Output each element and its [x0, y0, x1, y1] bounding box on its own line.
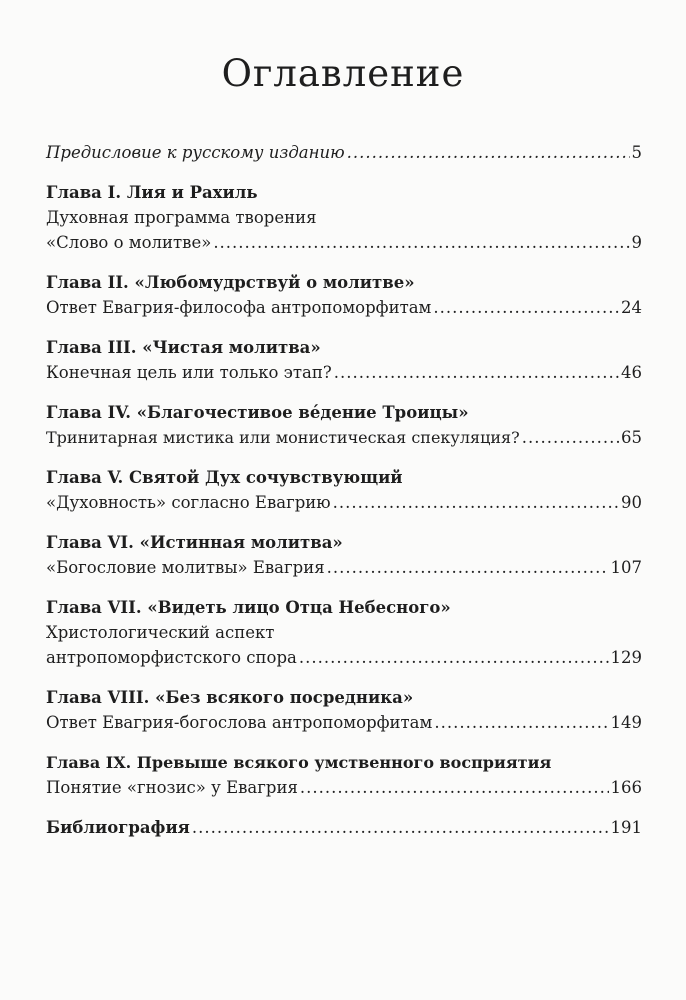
- toc-page-number: 5: [631, 143, 642, 162]
- toc-line-text: «Духовность» согласно Евагрию: [46, 493, 331, 512]
- dot-leader: [433, 295, 619, 320]
- dot-leader: [192, 815, 609, 840]
- toc-entry-chapter-1: [46, 180, 642, 255]
- dot-leader: [327, 555, 609, 580]
- dot-leader: [300, 775, 609, 800]
- toc-line[interactable]: [46, 230, 642, 255]
- chapter-heading[interactable]: Глава VIII. «Без всякого посредника»: [46, 688, 414, 707]
- toc-line-text: Ответ Евагрия-богослова антропоморфитам: [46, 713, 433, 732]
- toc-line-text: Конечная цель или только этап?: [46, 363, 332, 382]
- chapter-heading[interactable]: Глава IX. Превыше всякого умственного восприятия: [46, 753, 552, 772]
- dot-leader: [347, 140, 630, 165]
- dot-leader: [334, 360, 619, 385]
- toc-line[interactable]: [46, 710, 642, 735]
- toc-page-number: 24: [621, 298, 642, 317]
- toc-line-text: Тринитарная мистика или монистическая спекуляция?: [46, 428, 520, 447]
- toc-line[interactable]: [46, 645, 642, 670]
- toc-line-text: Христологический аспект: [46, 623, 275, 642]
- toc-line-text: Духовная программа творения: [46, 208, 317, 227]
- chapter-heading[interactable]: Глава IV. «Благочестивое вéдение Троицы»: [46, 403, 469, 422]
- toc-line-text: Понятие «гнозис» у Евагрия: [46, 778, 298, 797]
- toc-entry-chapter-9: [46, 750, 642, 800]
- toc-line[interactable]: [46, 140, 642, 165]
- toc-entry-bibliography: [46, 815, 642, 840]
- toc-page-number: 191: [610, 818, 642, 837]
- page-title: Оглавление: [221, 52, 465, 95]
- toc-line-text: Предисловие к русскому изданию: [46, 143, 345, 162]
- chapter-heading[interactable]: Глава VII. «Видеть лицо Отца Небесного»: [46, 598, 451, 617]
- toc-entry-chapter-8: [46, 685, 642, 735]
- toc-page-number: 9: [631, 233, 642, 252]
- toc-line[interactable]: [46, 425, 642, 450]
- toc-line-text: Ответ Евагрия-философа антропоморфитам: [46, 298, 432, 317]
- toc-page-number: 107: [610, 558, 642, 577]
- toc-line-text: Библиография: [46, 818, 190, 837]
- toc-entry-chapter-2: [46, 270, 642, 320]
- chapter-heading[interactable]: Глава V. Святой Дух сочувствующий: [46, 468, 403, 487]
- toc-line[interactable]: [46, 555, 642, 580]
- toc-entry-chapter-3: [46, 335, 642, 385]
- toc-entry-chapter-6: [46, 530, 642, 580]
- chapter-heading[interactable]: Глава II. «Любомудрствуй о молитве»: [46, 273, 415, 292]
- toc-line[interactable]: [46, 360, 642, 385]
- dot-leader: [213, 230, 629, 255]
- table-of-contents: [46, 140, 642, 855]
- toc-line[interactable]: [46, 490, 642, 515]
- toc-line[interactable]: [46, 295, 642, 320]
- toc-page-number: 129: [610, 648, 642, 667]
- toc-page-number: 46: [621, 363, 642, 382]
- toc-line-text: «Слово о молитве»: [46, 233, 212, 252]
- toc-entry-chapter-5: [46, 465, 642, 515]
- chapter-heading[interactable]: Глава VI. «Истинная молитва»: [46, 533, 343, 552]
- toc-page-number: 166: [610, 778, 642, 797]
- chapter-heading[interactable]: Глава I. Лия и Рахиль: [46, 183, 258, 202]
- dot-leader: [522, 425, 619, 450]
- toc-line-text: антропоморфистского спора: [46, 648, 297, 667]
- toc-page-number: 65: [621, 428, 642, 447]
- toc-line[interactable]: [46, 815, 642, 840]
- dot-leader: [299, 645, 609, 670]
- toc-page-number: 90: [621, 493, 642, 512]
- toc-entry-preface: [46, 140, 642, 165]
- toc-entry-chapter-7: [46, 595, 642, 670]
- toc-line-text: «Богословие молитвы» Евагрия: [46, 558, 325, 577]
- dot-leader: [434, 710, 608, 735]
- toc-page-number: 149: [610, 713, 642, 732]
- dot-leader: [333, 490, 619, 515]
- chapter-heading[interactable]: Глава III. «Чистая молитва»: [46, 338, 321, 357]
- toc-entry-chapter-4: [46, 400, 642, 450]
- toc-line[interactable]: [46, 775, 642, 800]
